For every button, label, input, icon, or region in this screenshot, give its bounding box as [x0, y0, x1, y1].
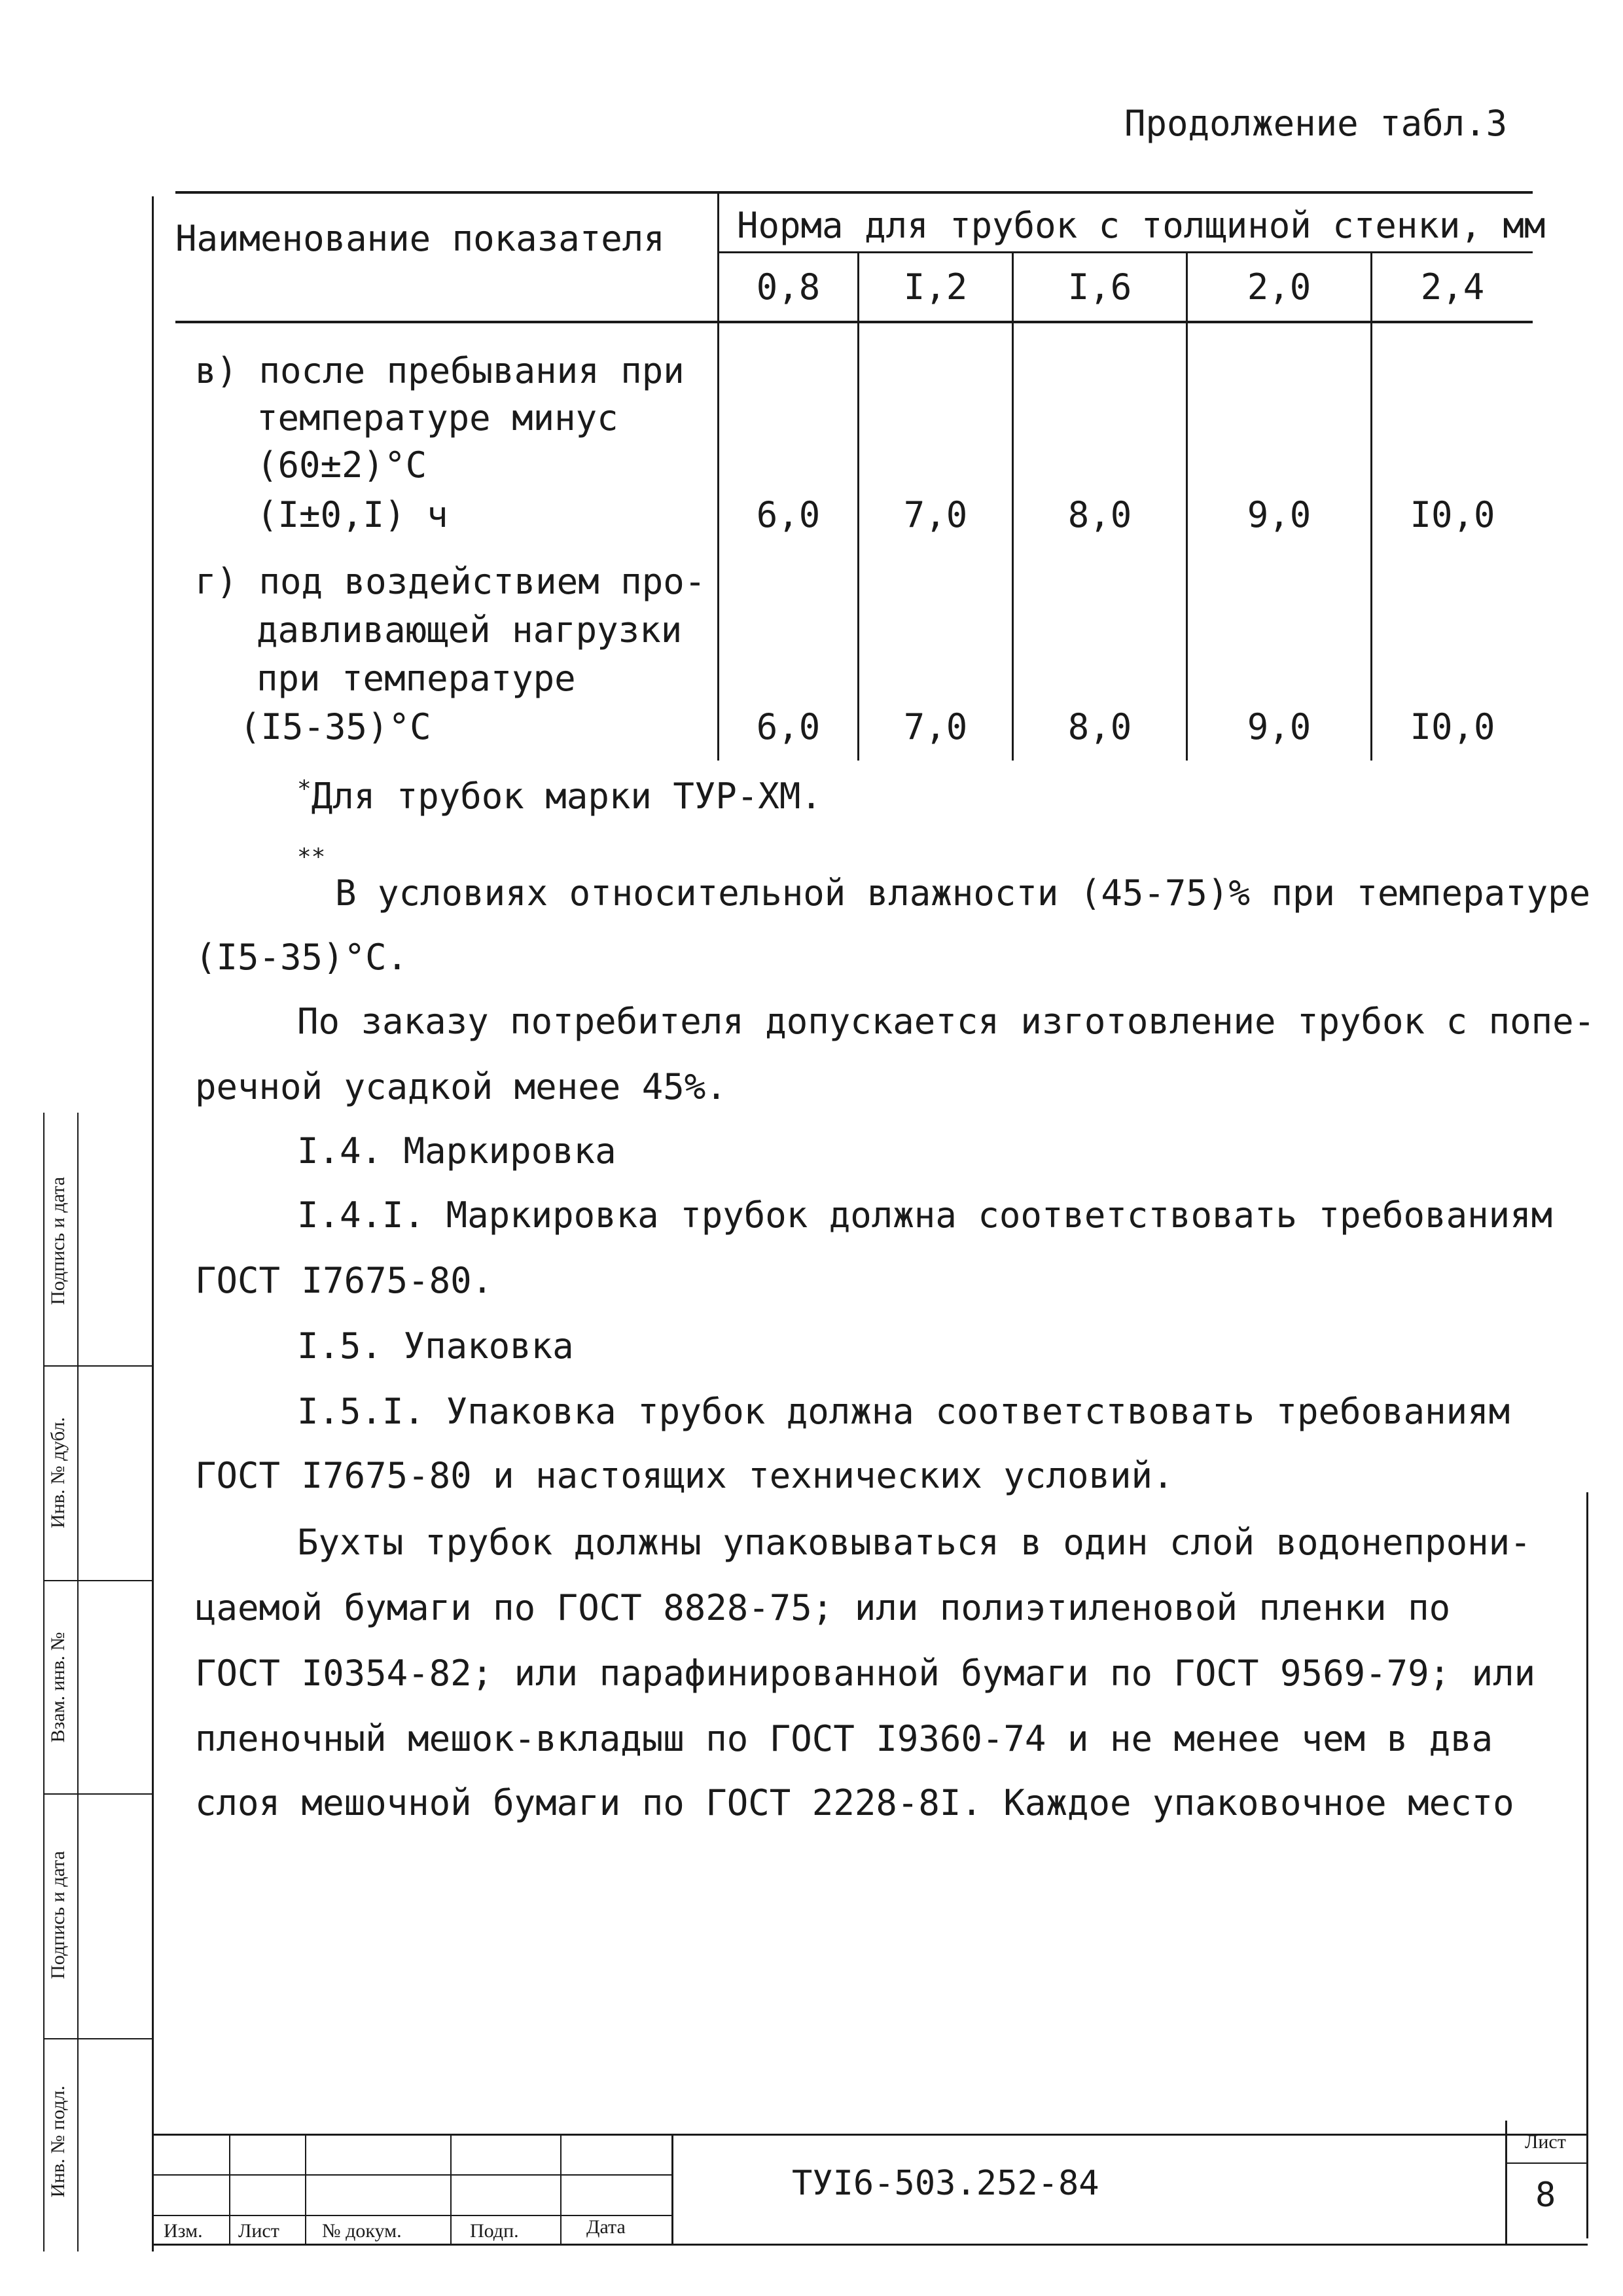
table-cell: 8,0: [1067, 494, 1132, 535]
thickness-header: 2,4: [1420, 266, 1485, 308]
side-label: Инв. № подл.: [47, 2085, 69, 2198]
footnote-2-line: В условиях относительной влажности (45-75)% при температуре: [335, 872, 1591, 914]
paragraph-line: I.5.I. Упаковка трубок должна соответствовать требованиям: [297, 1391, 1510, 1432]
thickness-header: I,6: [1067, 266, 1132, 308]
row-label-line: (60±2)°С: [257, 444, 427, 486]
table-continuation-label: Продолжение табл.3: [1124, 103, 1508, 144]
stamp-col-rule: [305, 2134, 306, 2245]
stamp-top-rule: [152, 2134, 1588, 2136]
table-cell: 9,0: [1247, 706, 1311, 747]
side-strip-divider: [43, 1793, 152, 1795]
side-strip-divider: [43, 2038, 152, 2039]
table-header-bottom-rule: [175, 321, 1533, 323]
side-strip-inner-line: [77, 1113, 79, 2251]
paragraph-line: ГОСТ I0354-82; или парафинированной бумаги по ГОСТ 9569-79; или: [195, 1653, 1536, 1694]
stamp-label: Лист: [238, 2220, 279, 2242]
footnote-2-line: (I5-35)°С.: [195, 937, 408, 978]
side-label: Инв. № дубл.: [47, 1417, 69, 1528]
table-cell: 7,0: [903, 494, 968, 535]
side-label: Взам. инв. №: [47, 1632, 69, 1743]
row-label-line: давливающей нагрузки: [257, 609, 683, 651]
table-cell: 8,0: [1067, 706, 1132, 747]
table-subheader-rule: [719, 251, 1533, 253]
stamp-col-rule: [560, 2134, 562, 2245]
stamp-sheet-rule: [1505, 2121, 1507, 2245]
row-label-line: в) после пребывания при: [195, 350, 685, 391]
side-strip-divider: [43, 1365, 152, 1367]
stamp-sheet-row-rule: [1505, 2162, 1588, 2164]
footnote-1: [297, 776, 822, 817]
section-heading: I.5. Упаковка: [297, 1325, 574, 1367]
thickness-header: 2,0: [1247, 266, 1311, 308]
sheet-label: Лист: [1525, 2131, 1566, 2153]
stamp-label: Подп.: [470, 2220, 519, 2242]
section-heading: I.4. Маркировка: [297, 1130, 616, 1172]
side-label: Подпись и дата: [47, 1177, 69, 1305]
table-cell: I0,0: [1410, 494, 1495, 535]
stamp-label: Изм.: [164, 2220, 203, 2242]
stamp-col-rule: [671, 2134, 673, 2245]
stamp-bottom-rule: [152, 2244, 1588, 2246]
stamp-label: № докум.: [322, 2220, 402, 2242]
sheet-number: 8: [1535, 2176, 1556, 2215]
paragraph-line: ГОСТ I7675-80 и настоящих технических условий.: [195, 1455, 1174, 1496]
table-top-rule: [175, 191, 1533, 194]
stamp-col-rule: [229, 2134, 230, 2245]
side-strip-divider: [43, 1580, 152, 1581]
stamp-col-rule: [450, 2134, 452, 2245]
row-label-line: г) под воздействием про-: [195, 561, 706, 602]
row-label-line: (I±0,I) ч: [257, 494, 448, 535]
table-cell: 6,0: [756, 706, 821, 747]
frame-left-border: [152, 196, 154, 2251]
table-cell: 9,0: [1247, 494, 1311, 535]
side-strip-outer-line: [43, 1113, 45, 2251]
paragraph-line: Бухты трубок должны упаковываться в один слой водонепрони-: [297, 1522, 1531, 1563]
document-code: ТУI6-503.252-84: [792, 2164, 1099, 2203]
footnote-marker: *: [297, 776, 312, 802]
table-cell: 7,0: [903, 706, 968, 747]
paragraph-line: ГОСТ I7675-80.: [195, 1260, 493, 1301]
paragraph-line: I.4.I. Маркировка трубок должна соответствовать требованиям: [297, 1194, 1553, 1236]
paragraph-line: цаемой бумаги по ГОСТ 8828-75; или полиэтиленовой пленки по: [195, 1587, 1451, 1628]
paragraph-line: пленочный мешок-вкладыш по ГОСТ I9360-74 и не менее чем в два: [195, 1718, 1493, 1759]
column-header-name: Наименование показателя: [175, 218, 665, 259]
paragraph-line: По заказу потребителя допускается изготовление трубок с попе-: [297, 1001, 1596, 1042]
paragraph-line: речной усадкой менее 45%.: [195, 1066, 727, 1107]
footnote-marker: **: [297, 844, 326, 870]
frame-right-border: [1586, 1492, 1588, 2238]
stamp-label: Дата: [586, 2216, 626, 2238]
thickness-header: I,2: [903, 266, 968, 308]
side-label: Подпись и дата: [47, 1851, 69, 1979]
row-label-line: температуре минус: [257, 397, 618, 439]
row-label-line: при температуре: [257, 658, 576, 699]
footnote-text: Для трубок марки ТУР-ХМ.: [311, 776, 822, 817]
table-cell: 6,0: [756, 494, 821, 535]
paragraph-line: слоя мешочной бумаги по ГОСТ 2228-8I. Каждое упаковочное место: [195, 1782, 1514, 1823]
table-cell: I0,0: [1410, 706, 1495, 747]
thickness-header: 0,8: [756, 266, 821, 308]
column-header-norm: Норма для трубок с толщиной стенки, мм: [737, 205, 1546, 246]
row-label-line: (I5-35)°С: [240, 706, 431, 747]
